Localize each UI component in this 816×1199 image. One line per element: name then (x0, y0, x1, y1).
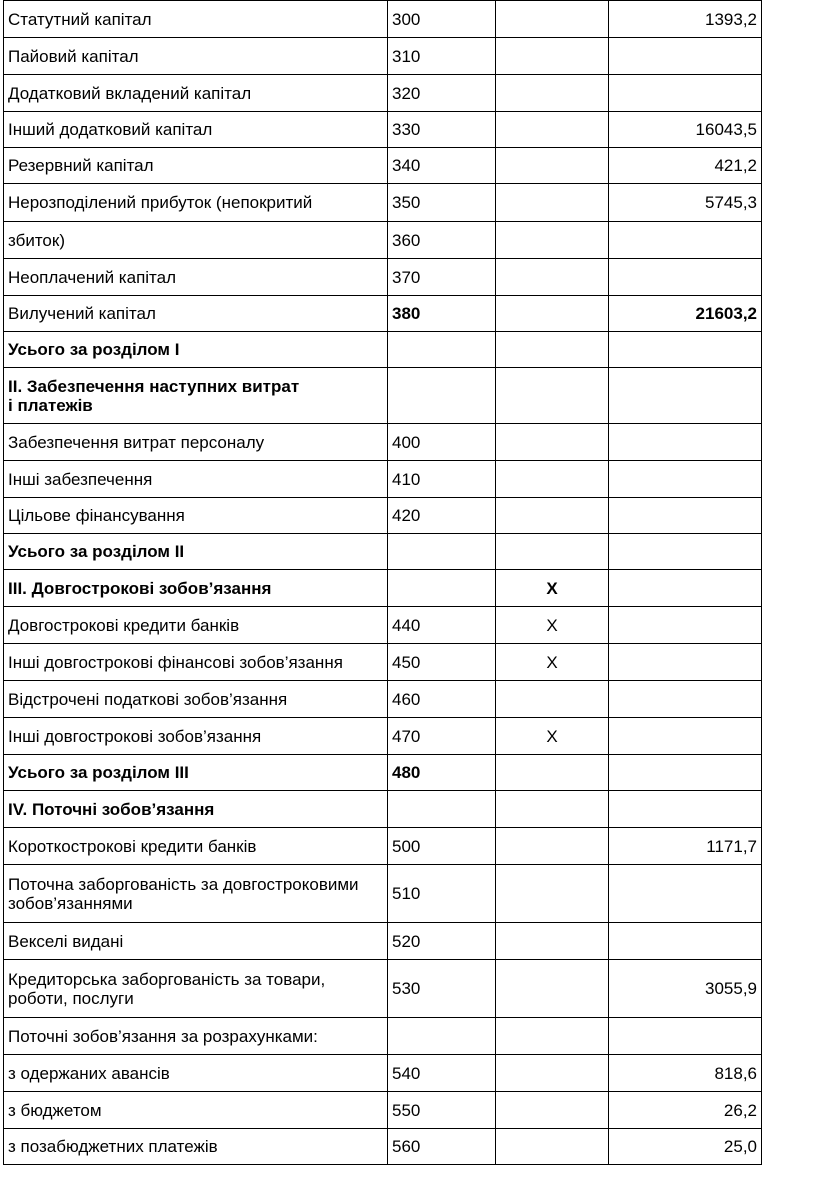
row-name-cell: збиток) (4, 222, 388, 259)
row-code-cell (388, 1018, 496, 1055)
row-period-end-cell (609, 38, 762, 75)
row-period-start-cell (496, 296, 609, 332)
row-code-cell: 470 (388, 718, 496, 755)
table-row (4, 1129, 762, 1165)
row-period-end-cell: 25,0 (609, 1129, 762, 1165)
row-code-cell: 560 (388, 1129, 496, 1165)
row-period-start-cell (496, 461, 609, 498)
table-row (4, 534, 762, 570)
row-code-cell: 360 (388, 222, 496, 259)
row-period-end-cell (609, 681, 762, 718)
row-period-end-cell (609, 865, 762, 923)
row-period-end-cell: 16043,5 (609, 112, 762, 148)
row-code-cell (388, 534, 496, 570)
row-code-cell: 320 (388, 75, 496, 112)
row-period-start-cell (496, 791, 609, 828)
row-period-end-cell (609, 718, 762, 755)
row-period-end-cell (609, 644, 762, 681)
table-row (4, 368, 762, 424)
row-name-cell: Векселі видані (4, 923, 388, 960)
table-row (4, 828, 762, 865)
row-name-cell: Інший додатковий капітал (4, 112, 388, 148)
row-code-cell: 540 (388, 1055, 496, 1092)
row-code-cell: 310 (388, 38, 496, 75)
row-period-start-cell (496, 1129, 609, 1165)
table-row (4, 75, 762, 112)
table-row (4, 184, 762, 222)
row-name-cell: Пайовий капітал (4, 38, 388, 75)
row-name-cell: Інші довгострокові зобов’язання (4, 718, 388, 755)
row-period-start-cell (496, 681, 609, 718)
row-period-start-cell (496, 1092, 609, 1129)
table-row (4, 332, 762, 368)
table-row (4, 960, 762, 1018)
table-row (4, 644, 762, 681)
row-name-cell: Кредиторська заборгованість за товари, роботи, послуги (4, 960, 388, 1018)
row-period-start-cell (496, 960, 609, 1018)
balance-sheet-rows (4, 1, 762, 1165)
row-code-cell (388, 368, 496, 424)
row-period-start-cell (496, 75, 609, 112)
row-name-cell: Неоплачений капітал (4, 259, 388, 296)
row-period-start-cell: X (496, 570, 609, 607)
row-period-end-cell: 21603,2 (609, 296, 762, 332)
row-period-end-cell (609, 222, 762, 259)
row-code-cell: 400 (388, 424, 496, 461)
row-period-end-cell: 1171,7 (609, 828, 762, 865)
table-row (4, 1, 762, 38)
row-code-cell: 300 (388, 1, 496, 38)
row-period-start-cell (496, 1018, 609, 1055)
table-row (4, 607, 762, 644)
row-period-start-cell (496, 1055, 609, 1092)
table-row (4, 461, 762, 498)
row-period-end-cell: 5745,3 (609, 184, 762, 222)
row-code-cell: 410 (388, 461, 496, 498)
row-period-start-cell (496, 1, 609, 38)
row-period-end-cell: 421,2 (609, 148, 762, 184)
table-row (4, 112, 762, 148)
row-period-start-cell: X (496, 644, 609, 681)
row-period-start-cell (496, 148, 609, 184)
row-code-cell (388, 332, 496, 368)
row-period-end-cell (609, 923, 762, 960)
row-name-cell: Інші забезпечення (4, 461, 388, 498)
row-period-end-cell (609, 607, 762, 644)
row-name-cell: з бюджетом (4, 1092, 388, 1129)
row-period-end-cell (609, 461, 762, 498)
row-period-start-cell (496, 534, 609, 570)
row-period-end-cell: 1393,2 (609, 1, 762, 38)
row-period-end-cell (609, 259, 762, 296)
row-period-end-cell (609, 570, 762, 607)
row-name-cell: Довгострокові кредити банків (4, 607, 388, 644)
row-name-cell: Нерозподілений прибуток (непокритий (4, 184, 388, 222)
row-code-cell: 510 (388, 865, 496, 923)
row-code-cell: 460 (388, 681, 496, 718)
row-name-cell: Вилучений капітал (4, 296, 388, 332)
row-period-end-cell (609, 424, 762, 461)
table-row (4, 865, 762, 923)
row-period-end-cell (609, 368, 762, 424)
row-period-end-cell (609, 75, 762, 112)
row-code-cell: 350 (388, 184, 496, 222)
row-name-cell: з позабюджетних платежів (4, 1129, 388, 1165)
row-period-start-cell (496, 865, 609, 923)
row-code-cell: 550 (388, 1092, 496, 1129)
row-period-start-cell (496, 368, 609, 424)
row-name-cell: Усього за розділом III (4, 755, 388, 791)
row-name-cell: III. Довгострокові зобов’язання (4, 570, 388, 607)
row-period-end-cell (609, 791, 762, 828)
row-period-start-cell (496, 332, 609, 368)
row-period-end-cell (609, 332, 762, 368)
row-period-start-cell (496, 755, 609, 791)
row-period-start-cell (496, 222, 609, 259)
row-name-cell: Усього за розділом II (4, 534, 388, 570)
row-code-cell: 440 (388, 607, 496, 644)
row-name-cell: Поточна заборгованість за довгостроковими зобов’язаннями (4, 865, 388, 923)
row-period-start-cell: X (496, 718, 609, 755)
row-name-cell: II. Забезпечення наступних витрат і платежів (4, 368, 388, 424)
row-name-cell: Усього за розділом I (4, 332, 388, 368)
row-period-start-cell (496, 184, 609, 222)
row-period-end-cell: 818,6 (609, 1055, 762, 1092)
row-period-end-cell: 3055,9 (609, 960, 762, 1018)
row-name-cell: Статутний капітал (4, 1, 388, 38)
table-row (4, 923, 762, 960)
table-row (4, 1092, 762, 1129)
table-row (4, 424, 762, 461)
row-period-end-cell (609, 1018, 762, 1055)
row-period-end-cell (609, 498, 762, 534)
table-row (4, 498, 762, 534)
row-name-cell: Забезпечення витрат персоналу (4, 424, 388, 461)
row-code-cell: 330 (388, 112, 496, 148)
row-code-cell: 520 (388, 923, 496, 960)
row-period-start-cell (496, 259, 609, 296)
row-period-start-cell (496, 38, 609, 75)
row-name-cell: Короткострокові кредити банків (4, 828, 388, 865)
row-name-cell: Відстрочені податкові зобов’язання (4, 681, 388, 718)
table-row (4, 222, 762, 259)
table-row (4, 296, 762, 332)
table-row (4, 570, 762, 607)
table-row (4, 259, 762, 296)
row-period-end-cell (609, 534, 762, 570)
row-code-cell (388, 791, 496, 828)
table-row (4, 38, 762, 75)
row-name-cell: Інші довгострокові фінансові зобов’язання (4, 644, 388, 681)
row-period-end-cell (609, 755, 762, 791)
table-row (4, 1055, 762, 1092)
table-row (4, 718, 762, 755)
row-name-cell: Додатковий вкладений капітал (4, 75, 388, 112)
row-code-cell: 480 (388, 755, 496, 791)
row-period-start-cell (496, 424, 609, 461)
row-code-cell: 420 (388, 498, 496, 534)
table-row (4, 148, 762, 184)
row-code-cell (388, 570, 496, 607)
row-code-cell: 370 (388, 259, 496, 296)
row-name-cell: Резервний капітал (4, 148, 388, 184)
balance-sheet-table (3, 0, 762, 1165)
row-period-start-cell (496, 923, 609, 960)
row-code-cell: 530 (388, 960, 496, 1018)
row-code-cell: 450 (388, 644, 496, 681)
row-period-start-cell (496, 828, 609, 865)
table-row (4, 1018, 762, 1055)
row-code-cell: 380 (388, 296, 496, 332)
row-period-start-cell (496, 112, 609, 148)
row-name-cell: з одержаних авансів (4, 1055, 388, 1092)
table-row (4, 681, 762, 718)
row-name-cell: Поточні зобов’язання за розрахунками: (4, 1018, 388, 1055)
row-code-cell: 500 (388, 828, 496, 865)
table-row (4, 791, 762, 828)
row-period-start-cell: X (496, 607, 609, 644)
row-name-cell: Цільове фінансування (4, 498, 388, 534)
row-name-cell: IV. Поточні зобов’язання (4, 791, 388, 828)
row-code-cell: 340 (388, 148, 496, 184)
table-row (4, 755, 762, 791)
row-period-start-cell (496, 498, 609, 534)
row-period-end-cell: 26,2 (609, 1092, 762, 1129)
